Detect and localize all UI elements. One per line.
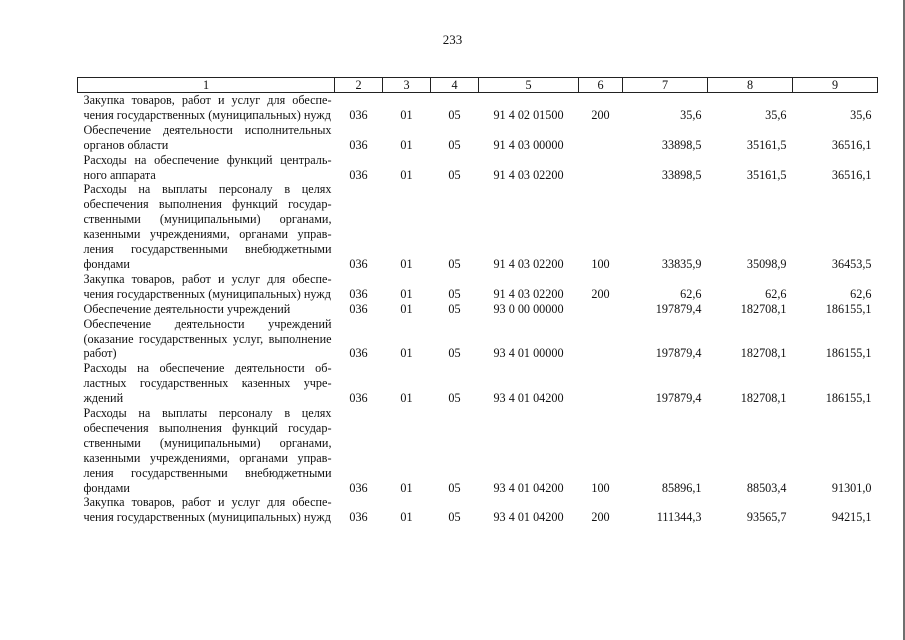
amount-year-1: 85896,1: [661, 480, 702, 495]
expense-type: [579, 361, 623, 406]
page-number: 233: [442, 32, 463, 47]
amount-year-2: 35161,5: [746, 167, 787, 182]
header-cell-9: 9: [793, 78, 878, 93]
table-row: [78, 406, 878, 495]
header-cell-5: 5: [479, 78, 579, 93]
row-name: Закупка товаров, работ и услуг для обеспечения государственных (муниципальных) нужд: [83, 271, 332, 301]
header-cell-8: 8: [708, 78, 793, 93]
amount-year-1: 33835,9: [661, 256, 702, 271]
amount-year-3: 186155,1: [825, 346, 872, 361]
table-body: [78, 93, 878, 526]
header-cell-2: 2: [335, 78, 383, 93]
section-code: 01: [400, 286, 413, 301]
row-name: Обеспечение деятельности учреждений (оказание государственных услуг, выполнение работ): [83, 316, 332, 361]
section-code: 01: [400, 137, 413, 152]
amount-year-3: 36516,1: [831, 137, 872, 152]
ministry-code: 036: [349, 510, 368, 525]
amount-year-3: 35,6: [850, 107, 872, 122]
amount-year-3: 36516,1: [831, 167, 872, 182]
target-article: 93 4 01 04200: [493, 480, 564, 495]
section-code: 01: [400, 256, 413, 271]
expense-type: [579, 153, 623, 183]
row-name: Расходы на выплаты персоналу в целях обеспечения выполнения функций государственными (муниципальными) органами, казенными учреждениями, органами управления государственными внебюджетными фондами: [83, 182, 332, 271]
row-name: Закупка товаров, работ и услуг для обеспечения государственных (муниципальных) нужд: [83, 495, 332, 525]
section-code: 01: [400, 301, 413, 316]
expense-type: [579, 317, 623, 362]
expense-type: 200: [591, 510, 610, 525]
expense-type: 100: [591, 480, 610, 495]
table-row: [78, 317, 878, 362]
amount-year-1: 33898,5: [661, 167, 702, 182]
row-name: Обеспечение деятельности исполнительных органов области: [83, 122, 332, 152]
header-cell-3: 3: [383, 78, 431, 93]
amount-year-1: 35,6: [680, 107, 702, 122]
target-article: 93 0 00 00000: [493, 301, 564, 316]
target-article: 91 4 03 02200: [493, 167, 564, 182]
target-article: 91 4 03 02200: [493, 256, 564, 271]
row-name: Расходы на обеспечение функций центрального аппарата: [83, 152, 332, 182]
target-article: 93 4 01 04200: [493, 391, 564, 406]
expense-type: 200: [591, 286, 610, 301]
table-row: [78, 153, 878, 183]
subsection-code: 05: [448, 510, 461, 525]
ministry-code: 036: [349, 301, 368, 316]
amount-year-3: 36453,5: [831, 256, 872, 271]
subsection-code: 05: [448, 167, 461, 182]
row-name: Расходы на выплаты персоналу в целях обеспечения выполнения функций государственными (муниципальными) органами, казенными учреждениями, органами управления государственными внебюджетными фондами: [83, 406, 332, 495]
section-code: 01: [400, 510, 413, 525]
ministry-code: 036: [349, 391, 368, 406]
table-row: [78, 93, 878, 123]
subsection-code: 05: [448, 137, 461, 152]
table-row: [78, 495, 878, 525]
amount-year-2: 182708,1: [740, 301, 787, 316]
subsection-code: 05: [448, 480, 461, 495]
amount-year-1: 33898,5: [661, 137, 702, 152]
ministry-code: 036: [349, 346, 368, 361]
subsection-code: 05: [448, 256, 461, 271]
amount-year-2: 35,6: [765, 107, 787, 122]
target-article: 93 4 01 04200: [493, 510, 564, 525]
ministry-code: 036: [349, 256, 368, 271]
ministry-code: 036: [349, 480, 368, 495]
expense-type: 200: [591, 107, 610, 122]
subsection-code: 05: [448, 107, 461, 122]
target-article: 91 4 02 01500: [493, 107, 564, 122]
ministry-code: 036: [349, 107, 368, 122]
expense-type: [579, 123, 623, 153]
table-row: [78, 123, 878, 153]
amount-year-3: 91301,0: [831, 480, 872, 495]
ministry-code: 036: [349, 137, 368, 152]
expense-type: [579, 302, 623, 317]
section-code: 01: [400, 167, 413, 182]
ministry-code: 036: [349, 167, 368, 182]
amount-year-1: 197879,4: [655, 346, 702, 361]
header-row: [78, 78, 878, 93]
amount-year-1: 62,6: [680, 286, 702, 301]
row-name: Расходы на обеспечение деятельности областных государственных казенных учреждений: [83, 361, 332, 406]
amount-year-2: 93565,7: [746, 510, 787, 525]
subsection-code: 05: [448, 391, 461, 406]
amount-year-1: 197879,4: [655, 391, 702, 406]
ministry-code: 036: [349, 286, 368, 301]
amount-year-2: 35161,5: [746, 137, 787, 152]
amount-year-1: 197879,4: [655, 301, 702, 316]
amount-year-2: 182708,1: [740, 391, 787, 406]
row-name: Закупка товаров, работ и услуг для обеспечения государственных (муниципальных) нужд: [83, 93, 332, 122]
subsection-code: 05: [448, 301, 461, 316]
subsection-code: 05: [448, 286, 461, 301]
amount-year-2: 182708,1: [740, 346, 787, 361]
target-article: 91 4 03 02200: [493, 286, 564, 301]
header-cell-6: 6: [579, 78, 623, 93]
table-row: [78, 182, 878, 271]
header-cell-7: 7: [623, 78, 708, 93]
amount-year-2: 62,6: [765, 286, 787, 301]
section-code: 01: [400, 107, 413, 122]
section-code: 01: [400, 480, 413, 495]
section-code: 01: [400, 391, 413, 406]
table-row: [78, 272, 878, 302]
target-article: 91 4 03 00000: [493, 137, 564, 152]
table-row: [78, 361, 878, 406]
amount-year-3: 186155,1: [825, 391, 872, 406]
amount-year-3: 94215,1: [831, 510, 872, 525]
subsection-code: 05: [448, 346, 461, 361]
table-row: [78, 302, 878, 317]
amount-year-2: 88503,4: [746, 480, 787, 495]
amount-year-2: 35098,9: [746, 256, 787, 271]
amount-year-3: 186155,1: [825, 301, 872, 316]
header-cell-4: 4: [431, 78, 479, 93]
expense-type: 100: [591, 256, 610, 271]
amount-year-1: 111344,3: [656, 510, 702, 525]
target-article: 93 4 01 00000: [493, 346, 564, 361]
amount-year-3: 62,6: [850, 286, 872, 301]
row-name: Обеспечение деятельности учреждений: [83, 301, 291, 316]
header-cell-1: 1: [78, 78, 335, 93]
budget-table: [77, 77, 878, 525]
section-code: 01: [400, 346, 413, 361]
